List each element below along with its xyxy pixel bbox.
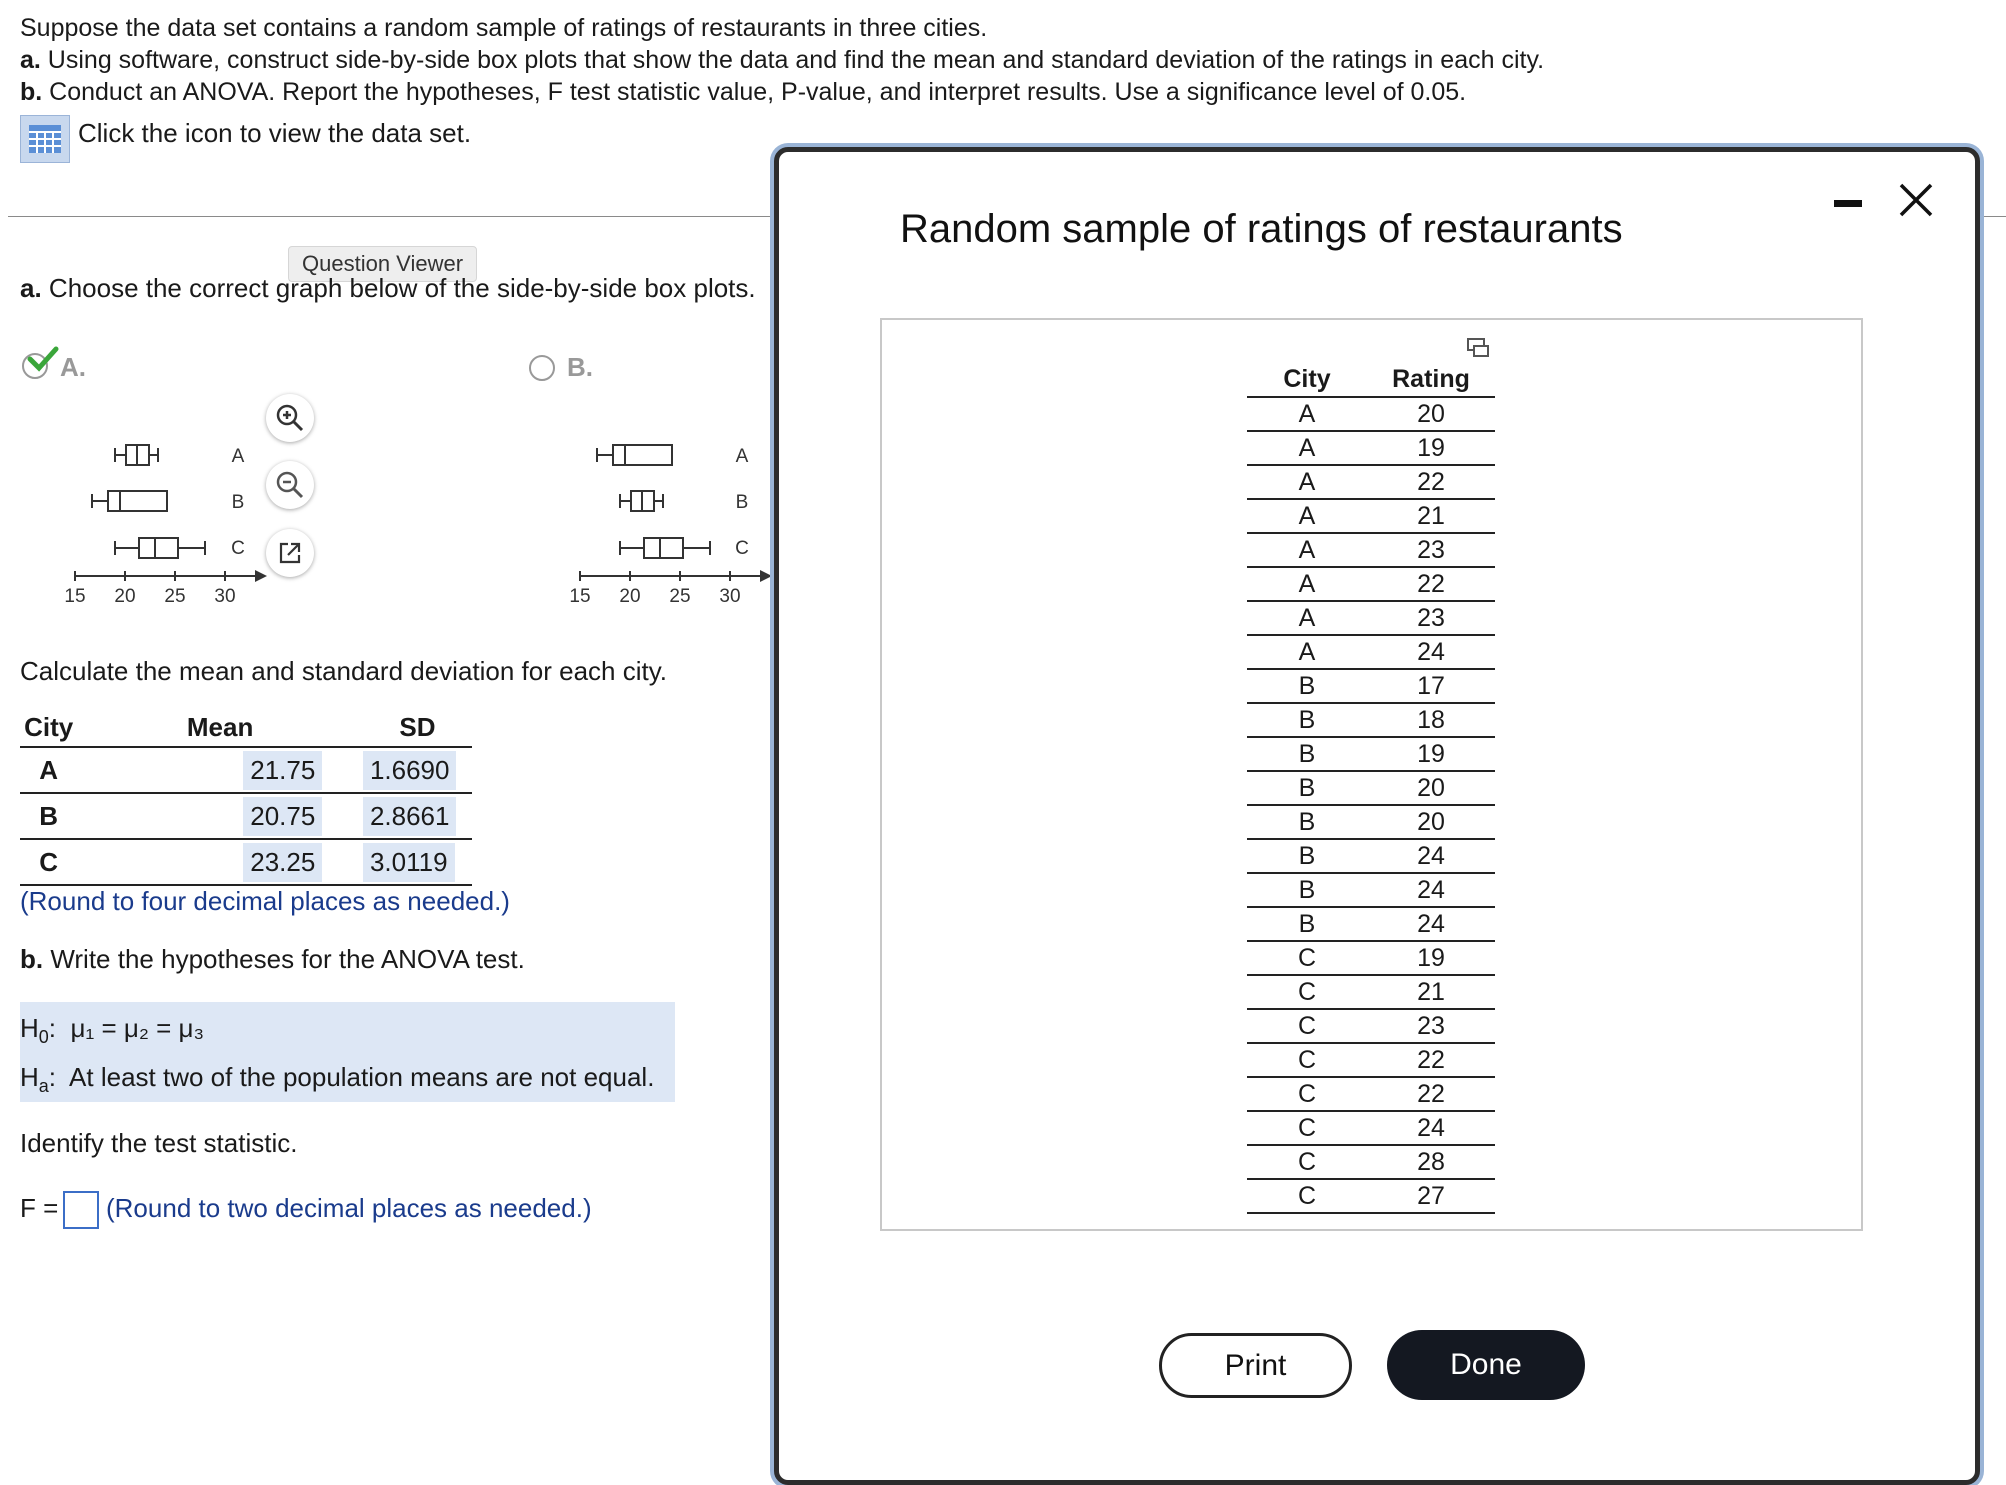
table-row: C 22	[1247, 1043, 1495, 1077]
alternative-hypothesis: $H_a$: At least two of the population means are not equal.	[20, 1062, 655, 1097]
tick-label: 25	[164, 586, 186, 607]
stats-table	[20, 708, 472, 886]
null-hypothesis-text: μ₁ = μ₂ = μ₃	[70, 1013, 205, 1043]
table-row: C 27	[1247, 1179, 1495, 1213]
tick-label: 15	[64, 586, 86, 607]
f-label: F =	[20, 1193, 59, 1223]
zoom-out-icon	[274, 469, 306, 501]
problem-statement	[20, 12, 1544, 108]
table-row: B 24	[1247, 907, 1495, 941]
option-a-label: A.	[60, 352, 86, 382]
sd-answer[interactable]: 3.0119	[363, 843, 455, 882]
table-row: A 19	[1247, 431, 1495, 465]
mean-answer[interactable]: 23.25	[243, 843, 322, 882]
table-row: B 20	[1247, 771, 1495, 805]
table-row: B 24	[1247, 873, 1495, 907]
table-row: B 24	[1247, 839, 1495, 873]
table-row: C 22	[1247, 1077, 1495, 1111]
col-header-mean: Mean	[77, 708, 363, 747]
table-row: A 24	[1247, 635, 1495, 669]
box-label-a: A	[735, 446, 749, 467]
mean-answer[interactable]: 21.75	[243, 751, 322, 790]
question-viewer-tooltip: Question Viewer	[288, 246, 477, 282]
zoom-in-icon	[274, 402, 306, 434]
done-button[interactable]: Done	[1387, 1330, 1585, 1400]
table-row: C 21	[1247, 975, 1495, 1009]
f-statistic-input[interactable]	[63, 1191, 99, 1229]
sd-answer[interactable]: 1.6690	[363, 751, 457, 790]
data-set-table	[1247, 362, 1495, 1214]
table-row: C 28	[1247, 1145, 1495, 1179]
zoom-out-button[interactable]	[266, 461, 314, 509]
null-hypothesis: $H_0$: μ₁ = μ₂ = μ₃	[20, 1013, 205, 1048]
dialog-title: Random sample of ratings of restaurants	[900, 207, 1623, 251]
table-row: C 19	[1247, 941, 1495, 975]
box-label-c: C	[231, 538, 245, 559]
mean-answer[interactable]: 20.75	[243, 797, 322, 836]
table-row	[20, 747, 472, 793]
option-b-radio[interactable]	[529, 355, 555, 381]
round-note-two: (Round to two decimal places as needed.)	[106, 1193, 592, 1223]
data-table-icon[interactable]	[20, 115, 70, 163]
table-row: C 23	[1247, 1009, 1495, 1043]
external-link-icon	[276, 539, 304, 567]
stats-prompt: Calculate the mean and standard deviation for each city.	[20, 656, 668, 686]
print-button[interactable]: Print	[1159, 1333, 1352, 1398]
option-a-boxplot	[55, 430, 285, 610]
table-row: B 19	[1247, 737, 1495, 771]
table-row: A 22	[1247, 465, 1495, 499]
close-icon[interactable]	[1897, 181, 1935, 219]
col-header-city: City	[20, 708, 77, 747]
problem-line-1: Suppose the data set contains a random sample of ratings of restaurants in three cities.	[20, 14, 988, 42]
part-b-prompt: b. Write the hypotheses for the ANOVA test.	[20, 944, 525, 974]
city-cell: A	[20, 747, 77, 793]
table-row: A 23	[1247, 601, 1495, 635]
table-row	[20, 839, 472, 885]
table-row: C 24	[1247, 1111, 1495, 1145]
minimize-button[interactable]	[1834, 200, 1862, 207]
problem-line-3: b. Conduct an ANOVA. Report the hypotheses, F test statistic value, P-value, and interpret results. Use a significance level of 0.05.	[20, 78, 1467, 106]
tick-label: 25	[669, 586, 691, 607]
checkmark-icon	[26, 345, 60, 373]
table-row: A 21	[1247, 499, 1495, 533]
col-header-city: City	[1247, 362, 1367, 397]
tick-label: 30	[214, 586, 236, 607]
table-row	[20, 793, 472, 839]
tick-label: 30	[719, 586, 741, 607]
table-row: A 20	[1247, 397, 1495, 431]
box-label-a: A	[231, 446, 245, 467]
city-cell: B	[20, 793, 77, 839]
table-row: B 20	[1247, 805, 1495, 839]
col-header-sd: SD	[363, 708, 472, 747]
box-label-c: C	[735, 538, 749, 559]
open-new-window-button[interactable]	[266, 529, 314, 577]
view-data-set-link[interactable]: Click the icon to view the data set.	[78, 118, 472, 148]
zoom-in-button[interactable]	[266, 394, 314, 442]
problem-line-2: a. Using software, construct side-by-side box plots that show the data and find the mean and standard deviation of the ratings in each city.	[20, 46, 1545, 74]
round-note-four: (Round to four decimal places as needed.)	[20, 886, 510, 916]
tick-label: 20	[114, 586, 136, 607]
tick-label: 20	[619, 586, 641, 607]
option-b-label: B.	[567, 352, 593, 382]
copy-to-clipboard-icon[interactable]	[1466, 337, 1490, 359]
city-cell: C	[20, 839, 77, 885]
alternative-hypothesis-text: At least two of the population means are not equal.	[69, 1062, 655, 1092]
col-header-rating: Rating	[1367, 362, 1495, 397]
box-label-b: B	[231, 492, 245, 513]
tick-label: 15	[569, 586, 591, 607]
part-a-prompt: a. Choose the correct graph below of the side-by-side box plots.	[20, 273, 756, 303]
table-row: A 23	[1247, 533, 1495, 567]
table-row: A 22	[1247, 567, 1495, 601]
sd-answer[interactable]: 2.8661	[363, 797, 457, 836]
option-b-boxplot	[560, 430, 780, 610]
box-label-b: B	[735, 492, 749, 513]
test-statistic-prompt: Identify the test statistic.	[20, 1128, 298, 1158]
table-row: B 18	[1247, 703, 1495, 737]
table-row: B 17	[1247, 669, 1495, 703]
